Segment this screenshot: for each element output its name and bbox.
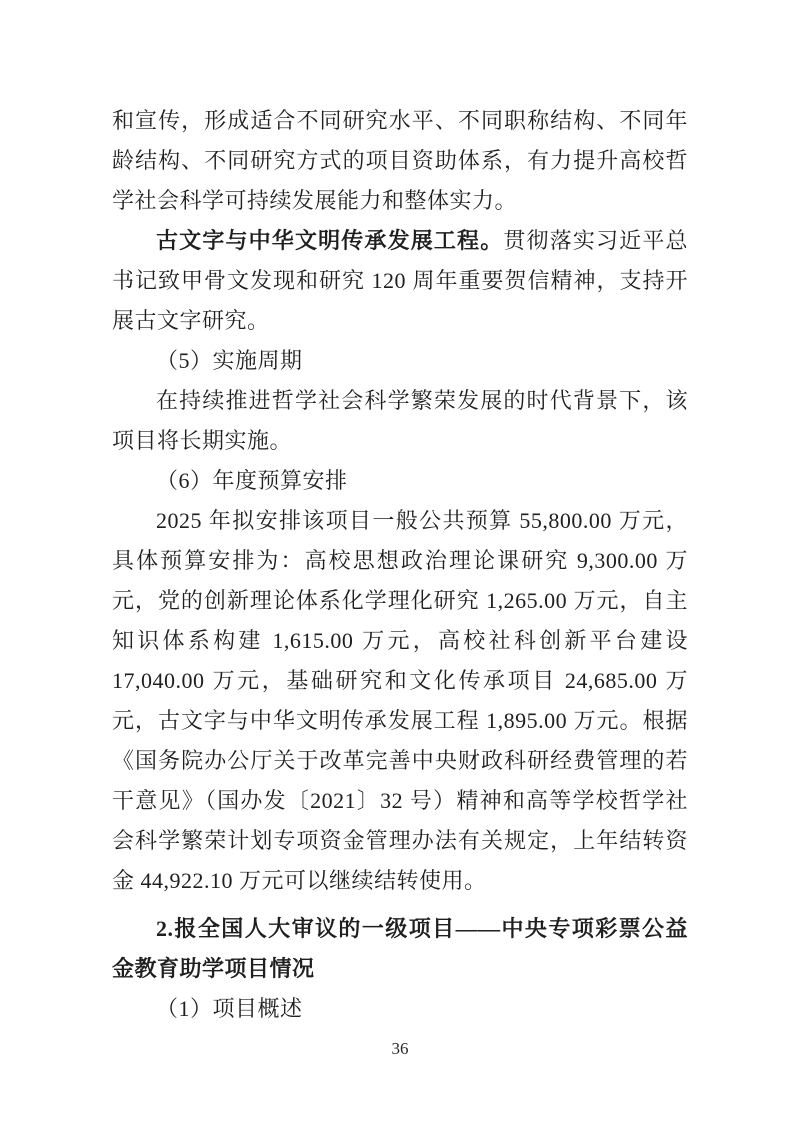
subsection-1-heading: （1）项目概述 — [156, 996, 303, 1021]
run-in-bold-heading: 古文字与中华文明传承发展工程。 — [156, 228, 504, 253]
subsection-6-heading: （6）年度预算安排 — [156, 468, 348, 493]
paragraph-continuation: 和宣传，形成适合不同研究水平、不同职称结构、不同年龄结构、不同研究方式的项目资助体系，有力提升高校哲学社会科学可持续发展能力和整体实力。 — [112, 108, 688, 213]
paragraph-text: 贯彻落实习近平总书记致甲骨文发现和研究 120 周年重要贺信精神，支持开展古文字研究。 — [112, 228, 688, 333]
paragraph-guwenzi-project — [112, 221, 688, 341]
page-number: 36 — [391, 1039, 409, 1058]
paragraph-implementation-period: 在持续推进哲学社会科学繁荣发展的时代背景下，该项目将长期实施。 — [112, 388, 688, 453]
document-body — [112, 101, 688, 1029]
paragraph-annual-budget: 2025 年拟安排该项目一般公共预算 55,800.00 万元，具体预算安排为：高校思想政治理论课研究 9,300.00 万元，党的创新理论体系化学理化研究 1,265.00 万元，自主知识体系构建 1,615.00 万元，高校社科创新平台建设 17,040.00 万元，基础研究和文化传承项目 24,685.00 万元，古文字与中华文明传承发展工程 1,895.00 万元。根据《国务院办公厅关于改革完善中央财政科研经费管理的若干意见》（国办发〔2021〕32 号）精神和高等学校哲学社会科学繁荣计划专项资金管理办法有关规定，上年结转资金 44,922.10 万元可以继续结转使用。 — [112, 508, 688, 893]
subsection-5-heading: （5）实施周期 — [156, 348, 303, 373]
section-2-heading: 2.报全国人大审议的一级项目——中央专项彩票公益金教育助学项目情况 — [112, 916, 688, 981]
